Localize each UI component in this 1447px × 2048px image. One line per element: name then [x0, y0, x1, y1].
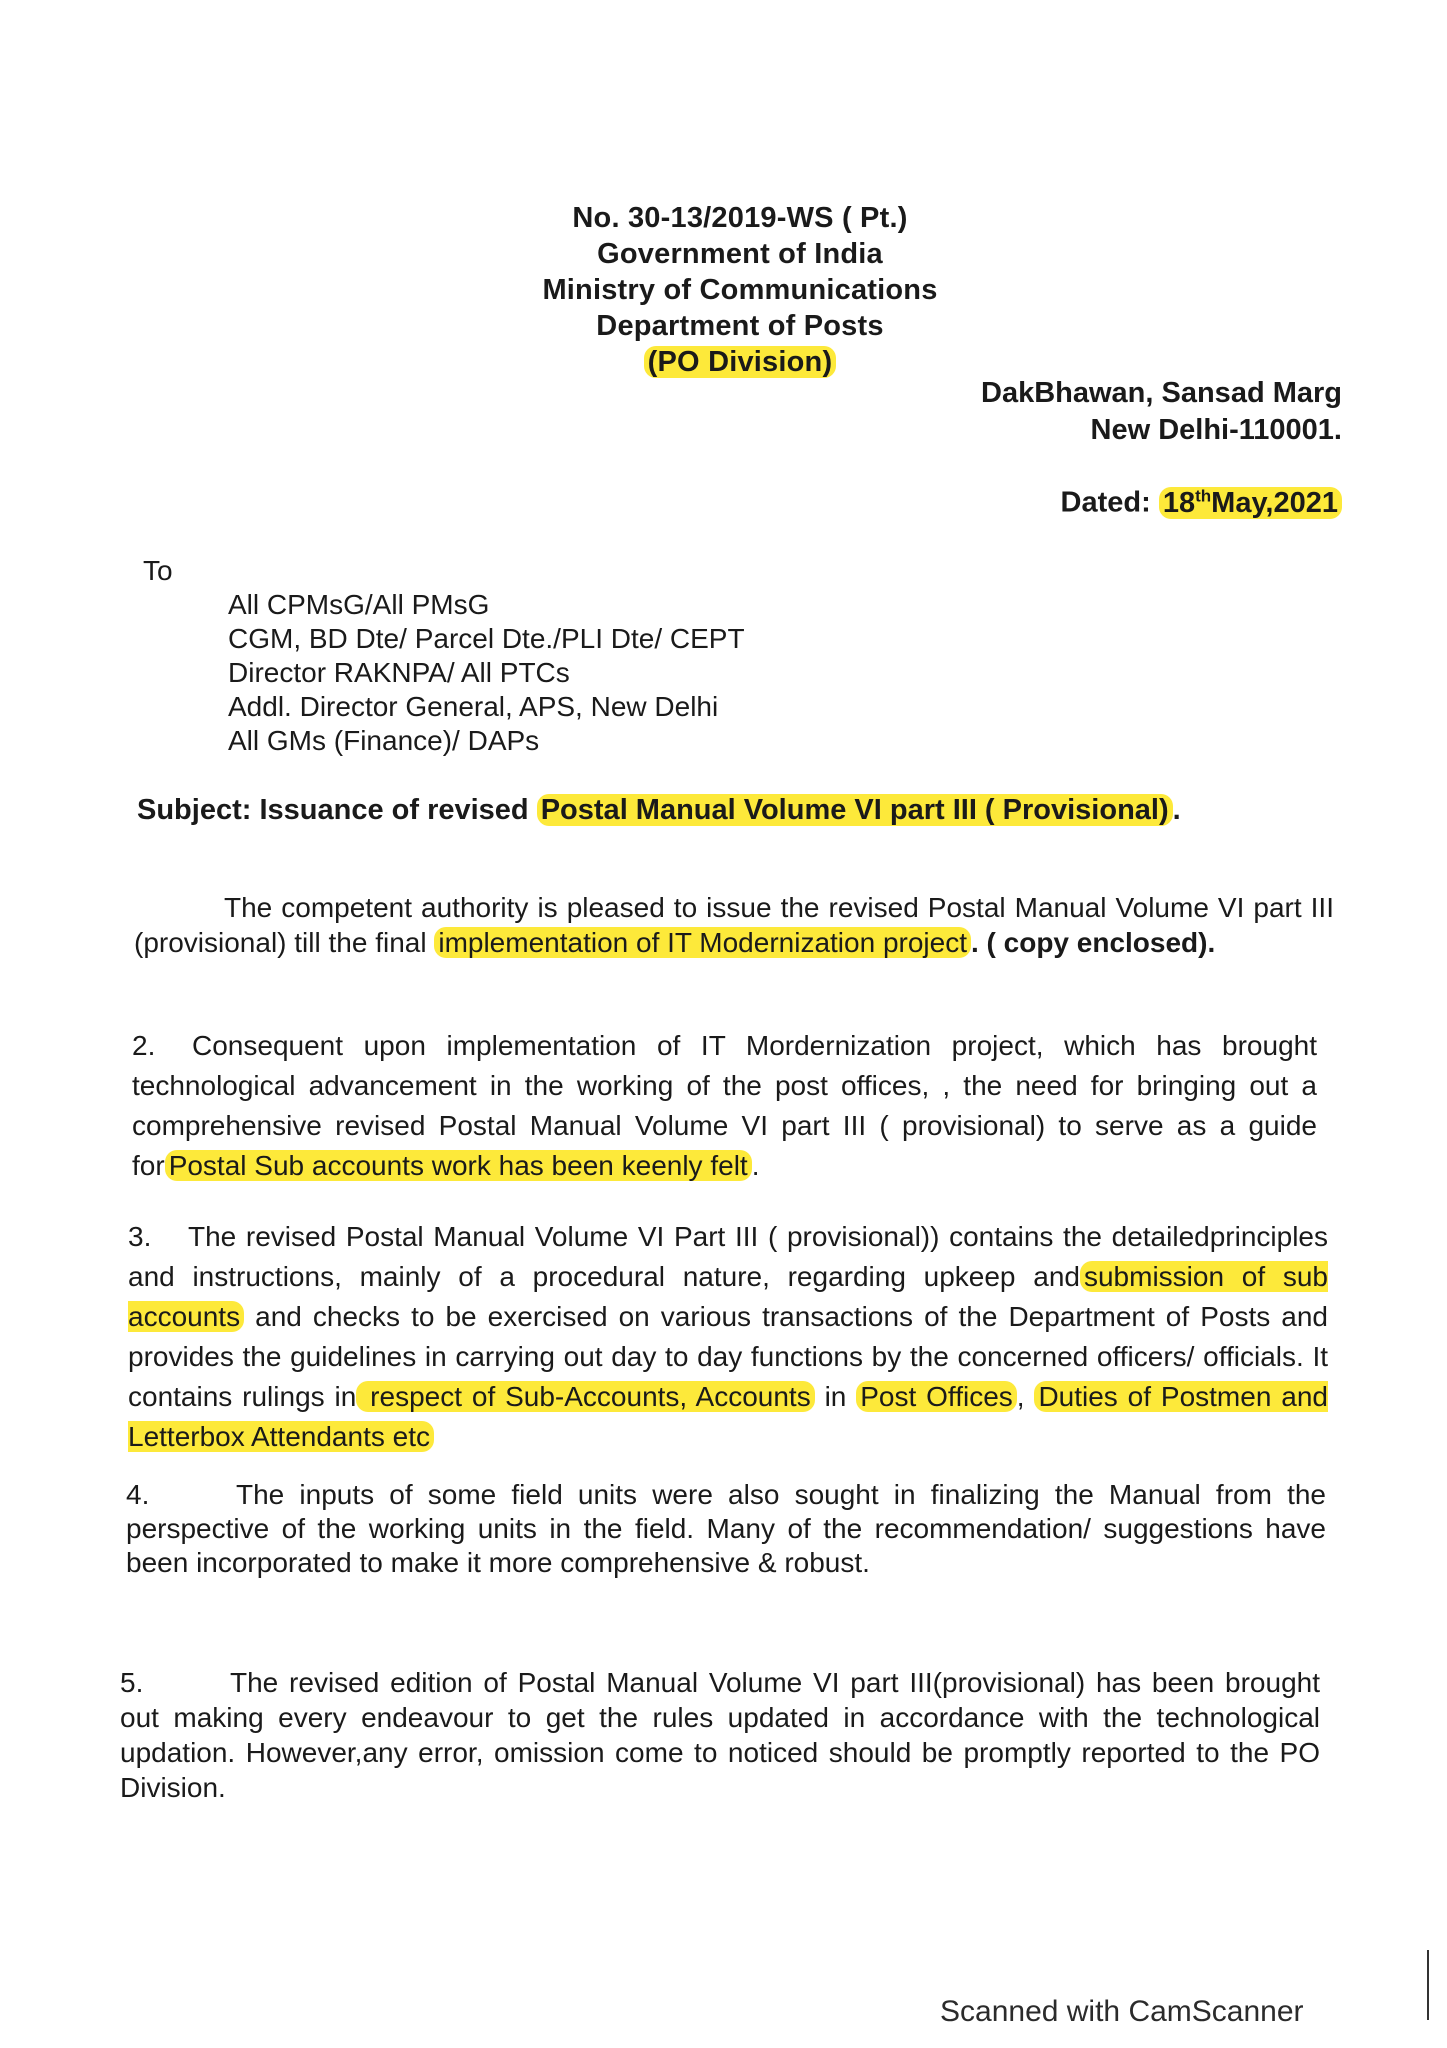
paragraph-3-text: The revised Postal Manual Volume VI Part III ( provisional)) contains the detailedprinciples and instructions, mainly of a procedural nature, regarding upkeep and — [128, 1221, 1328, 1292]
subject-line — [137, 792, 1181, 828]
paragraph-number: 5. — [120, 1667, 144, 1698]
ministry-name: Ministry of Communications — [542, 274, 938, 306]
scanner-watermark: Scanned with CamScanner — [940, 1995, 1304, 2028]
paragraph-2-text: Consequent upon implementation of IT Mordernization project, which has brought technological advancement in the working of the post offices, , the need for bringing out a comprehensive revised Postal Manual Volume VI part III ( provisional) to serve as a guide for — [132, 1030, 1317, 1181]
letter-date — [1061, 478, 1342, 521]
paragraph-1 — [134, 890, 1334, 960]
reference-number: No. 30-13/2019-WS ( Pt.) — [572, 202, 908, 234]
paragraph-number: 4. — [126, 1479, 150, 1510]
paragraph-1-text: The competent authority is pleased to issue the revised Postal Manual Volume VI part III (provisional) till the final — [134, 892, 1334, 958]
department-name: Department of Posts — [596, 310, 884, 342]
paragraph-3-highlight-2: respect of Sub-Accounts, Accounts — [356, 1381, 814, 1412]
paragraph-5-text: The revised edition of Postal Manual Volume VI part III(provisional) has been brought out making every endeavour to get the rules updated in accordance with the technological updation. However,any error, omission come to noticed should be promptly reported to the PO Division. — [120, 1667, 1320, 1803]
sender-address — [981, 375, 1342, 449]
date-value — [1159, 487, 1342, 519]
scan-edge-line — [1427, 1950, 1429, 2020]
paragraph-3-text-2: and checks to be exercised on various transactions of the Department of Posts and provides the guidelines in carrying out day to day functions by the concerned officers/ officials. It contains rulings in — [128, 1301, 1328, 1412]
address-line-1: DakBhawan, Sansad Marg — [981, 377, 1342, 409]
paragraph-2-highlight: Postal Sub accounts work has been keenly felt — [165, 1150, 752, 1181]
paragraph-3-highlight-3: Post Offices — [856, 1381, 1017, 1412]
paragraph-1-highlight: implementation of IT Modernization project — [434, 927, 971, 958]
recipient-list — [228, 588, 745, 758]
date-month-year: May,2021 — [1211, 486, 1338, 519]
letter-header — [420, 200, 1060, 380]
paragraph-4-text: The inputs of some field units were also sought in finalizing the Manual from the perspective of the working units in the field. Many of the recommendation/ suggestions have been incorporated to make it more comprehensive & robust. — [126, 1479, 1326, 1578]
subject-highlight: Postal Manual Volume VI part III ( Provisional) — [537, 794, 1173, 826]
division-name: (PO Division) — [644, 346, 837, 378]
recipient-item: Director RAKNPA/ All PTCs — [228, 657, 570, 688]
paragraph-4 — [126, 1478, 1326, 1580]
government-name: Government of India — [597, 238, 883, 270]
paragraph-3-text-3: in — [814, 1381, 857, 1412]
recipient-item: All CPMsG/All PMsG — [228, 589, 490, 620]
paragraph-1-end: . ( copy enclosed). — [970, 927, 1216, 958]
recipient-item: All GMs (Finance)/ DAPs — [228, 725, 540, 756]
paragraph-number: 3. — [128, 1221, 152, 1252]
date-day: 18 — [1162, 486, 1196, 519]
paragraph-2-end: . — [751, 1150, 760, 1181]
paragraph-3 — [128, 1217, 1328, 1457]
date-label: Dated: — [1060, 486, 1151, 519]
paragraph-number: 2. — [132, 1030, 156, 1061]
paragraph-3-highlight-1: submission of sub accounts — [128, 1261, 1329, 1332]
subject-suffix: . — [1172, 794, 1181, 826]
paragraph-2 — [132, 1026, 1317, 1186]
paragraph-5 — [120, 1665, 1320, 1805]
address-line-2: New Delhi-110001. — [1090, 414, 1342, 446]
to-label: To — [143, 555, 173, 586]
paragraph-3-highlight-4: Duties of Postmen and Letterbox Attendants etc — [128, 1381, 1328, 1452]
recipient-item: Addl. Director General, APS, New Delhi — [228, 691, 719, 722]
date-suffix: th — [1195, 486, 1212, 505]
recipient-item: CGM, BD Dte/ Parcel Dte./PLI Dte/ CEPT — [228, 623, 745, 654]
paragraph-3-text-4: , — [1016, 1381, 1035, 1412]
subject-prefix: Subject: Issuance of revised — [137, 794, 529, 826]
